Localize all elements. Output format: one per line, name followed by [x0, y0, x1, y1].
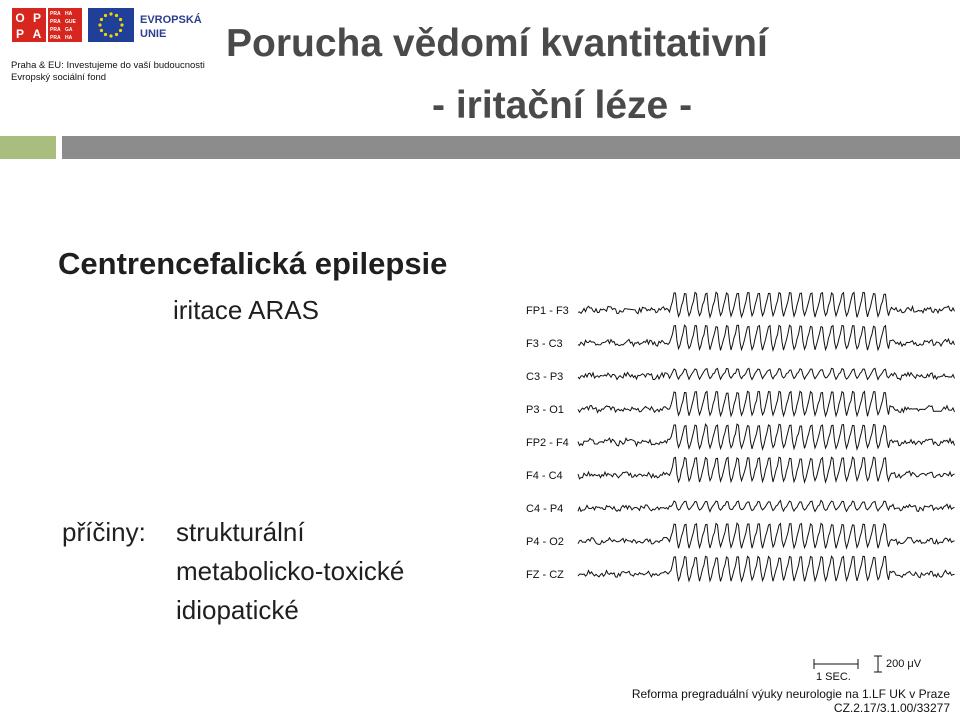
svg-text:O: O	[15, 11, 25, 25]
eeg-lead-label: C3 - P3	[526, 371, 564, 383]
svg-text:PRA: PRA	[50, 11, 61, 17]
eeg-lead-label: P3 - O1	[526, 404, 564, 416]
eeg-trace	[578, 325, 955, 350]
eeg-lead-label: FZ - CZ	[526, 569, 564, 581]
cause-item: idiopatické	[176, 595, 299, 625]
eeg-recording-figure	[500, 270, 960, 610]
svg-text:HA: HA	[65, 35, 73, 41]
svg-text:PRA: PRA	[50, 19, 61, 25]
eeg-trace	[578, 556, 955, 581]
causes-label: příčiny:	[62, 517, 146, 547]
svg-text:P: P	[15, 27, 25, 41]
cause-item: strukturální	[176, 517, 305, 547]
svg-text:A: A	[32, 27, 42, 41]
eeg-trace	[578, 368, 955, 379]
logo-caption-line1: Praha & EU: Investujeme do vaší budoucnosti	[11, 60, 205, 71]
eeg-trace	[578, 391, 955, 416]
eeg-trace	[578, 523, 955, 548]
svg-text:UNIE: UNIE	[140, 28, 167, 40]
slide-title-line2: - iritační léze -	[432, 84, 693, 127]
logo-caption-line2: Evropský sociální fond	[11, 72, 107, 83]
scale-amplitude-label: 200 μV	[886, 658, 922, 670]
svg-text:PRA: PRA	[50, 35, 61, 41]
eeg-lead-label: P4 - O2	[526, 536, 564, 548]
eeg-scale-bar	[806, 652, 946, 684]
eeg-trace	[578, 500, 955, 511]
section-heading: Centrencefalická epilepsie	[58, 246, 448, 281]
eeg-lead-label: FP2 - F4	[526, 437, 569, 449]
cause-item: metabolicko-toxické	[176, 556, 405, 586]
header-bar-gray	[62, 136, 960, 159]
eu-flag-logo	[88, 8, 206, 42]
eeg-lead-label: C4 - P4	[526, 503, 564, 515]
eeg-trace	[578, 457, 955, 482]
footer-line2: CZ.2.17/3.1.00/33277	[833, 701, 950, 715]
svg-text:PRA: PRA	[50, 27, 61, 33]
svg-text:P: P	[32, 11, 42, 25]
svg-text:GA: GA	[65, 27, 73, 33]
eeg-trace	[578, 292, 955, 317]
header-bar-green	[0, 136, 56, 159]
eeg-lead-label: F3 - C3	[526, 338, 563, 350]
eeg-lead-label: F4 - C4	[526, 470, 563, 482]
eeg-trace	[578, 424, 955, 449]
opp-logo	[12, 8, 82, 42]
svg-text:EVROPSKÁ: EVROPSKÁ	[140, 14, 202, 26]
svg-text:HA: HA	[65, 11, 73, 17]
eeg-lead-label: FP1 - F3	[526, 305, 569, 317]
slide-title-line1: Porucha vědomí kvantitativní	[226, 22, 768, 65]
scale-time-label: 1 SEC.	[816, 671, 851, 683]
footer-line1: Reforma pregraduální výuky neurologie na 1.LF UK v Praze	[631, 687, 950, 701]
svg-text:GUE: GUE	[65, 19, 76, 25]
section-detail: iritace ARAS	[173, 295, 319, 325]
